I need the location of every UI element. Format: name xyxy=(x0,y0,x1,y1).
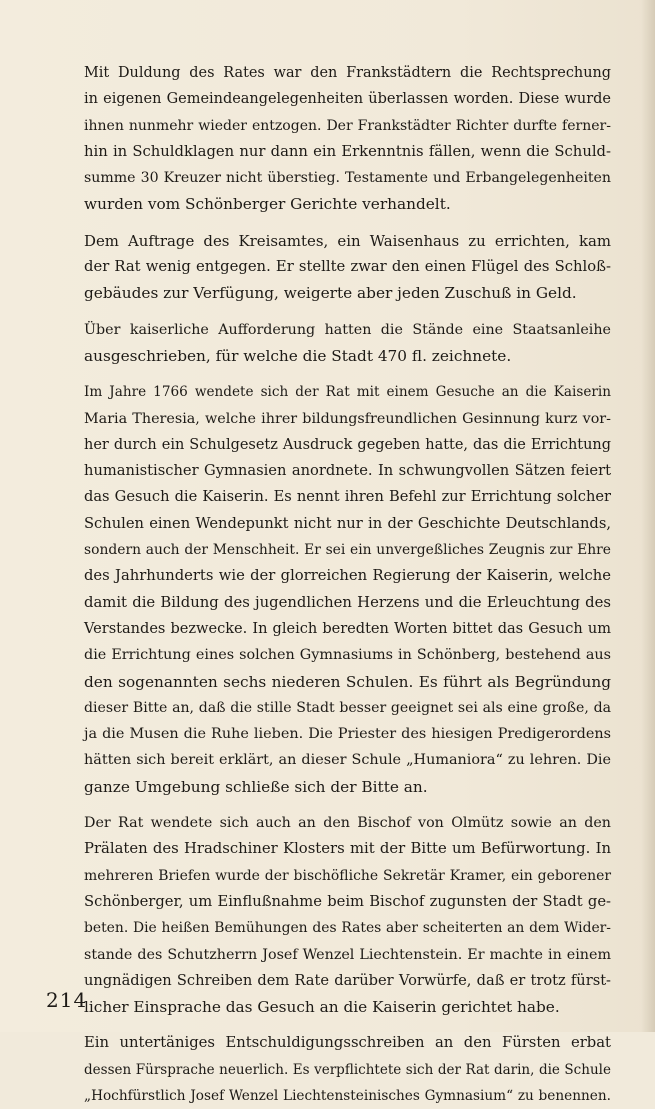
text-line: Prälaten des Hradschiner Klosters mit der Bitte um Befürwortung. In xyxy=(84,840,611,858)
paragraph-6 xyxy=(54,1030,611,1109)
text-line: Verstandes bezwecke. In gleich beredten Worten bittet das Gesuch um xyxy=(84,620,611,637)
text-line: Über kaiserliche Aufforderung hatten die Stände eine Staatsanleihe xyxy=(84,321,611,338)
text-line: in eigenen Gemeindeangelegenheiten überlassen worden. Diese wurde xyxy=(84,91,611,108)
paragraph-4 xyxy=(54,379,611,800)
text-line: ausgeschrieben, für welche die Stadt 470 fl. zeichnete. xyxy=(84,346,512,365)
text-line: Schulen einen Wendepunkt nicht nur in der Geschichte Deutschlands, xyxy=(84,514,611,532)
text-line: „Hochfürstlich Josef Wenzel Liechtensteinisches Gymnasium“ zu benennen. xyxy=(84,1087,611,1104)
paragraph-1 xyxy=(54,60,611,218)
text-line: dessen Fürsprache neuerlich. Es verpflichtete sich der Rat darin, die Schule xyxy=(84,1061,611,1078)
text-line: humanistischer Gymnasien anordnete. In schwungvollen Sätzen feiert xyxy=(84,462,611,480)
text-line: sondern auch der Menschheit. Er sei ein unvergeßliches Zeugnis zur Ehre xyxy=(84,542,611,559)
page-number: 214 xyxy=(46,988,88,1012)
text-line: die Errichtung eines solchen Gymnasiums in Schönberg, bestehend aus xyxy=(84,647,611,664)
text-line: Mit Duldung des Rates war den Frankstädtern die Rechtsprechung xyxy=(84,65,611,81)
text-line: Dem Auftrage des Kreisamtes, ein Waisenhaus zu errichten, kam xyxy=(84,231,611,250)
text-line: licher Einsprache das Gesuch an die Kaiserin gerichtet habe. xyxy=(84,998,560,1017)
text-line: ja die Musen die Ruhe lieben. Die Priester des hiesigen Predigerordens xyxy=(84,726,611,743)
text-line: damit die Bildung des jugendlichen Herzens und die Erleuchtung des xyxy=(84,593,611,611)
text-line: Schönberger, um Einflußnahme beim Bischof zugunsten der Stadt ge- xyxy=(84,892,611,910)
text-line: Maria Theresia, welche ihrer bildungsfreundlichen Gesinnung kurz vor- xyxy=(84,410,611,427)
text-line: Der Rat wendete sich auch an den Bischof von Olmütz sowie an den xyxy=(84,815,611,832)
text-line: das Gesuch die Kaiserin. Es nennt ihren Befehl zur Errichtung solcher xyxy=(84,488,611,506)
text-line: gebäudes zur Verfügung, weigerte aber jeden Zuschuß in Geld. xyxy=(84,284,577,303)
text-line: hin in Schuldklagen nur dann ein Erkenntnis fällen, wenn die Schuld- xyxy=(84,142,611,160)
text-line: her durch ein Schulgesetz Ausdruck gegeben hatte, das die Errichtung xyxy=(84,436,611,453)
paragraph-2 xyxy=(54,228,611,307)
text-line: stande des Schutzherrn Josef Wenzel Liechtenstein. Er machte in einem xyxy=(84,946,611,963)
text-line: hätten sich bereit erklärt, an dieser Schule „Humaniora“ zu lehren. Die xyxy=(84,752,611,769)
text-line: mehreren Briefen wurde der bischöfliche Sekretär Kramer, ein geborener xyxy=(84,867,611,884)
text-line: des Jahrhunderts wie der glorreichen Regierung der Kaiserin, welche xyxy=(84,567,611,585)
text-line: beten. Die heißen Bemühungen des Rates aber scheiterten an dem Wider- xyxy=(84,920,611,937)
text-line: dieser Bitte an, daß die stille Stadt besser geeignet sei als eine große, da xyxy=(84,699,611,716)
text-line: Im Jahre 1766 wendete sich der Rat mit einem Gesuche an die Kaiserin xyxy=(84,384,611,401)
paragraph-5 xyxy=(54,810,611,1020)
text-line: ihnen nunmehr wieder entzogen. Der Frankstädter Richter durfte ferner- xyxy=(84,117,611,134)
text-line: Ein untertäniges Entschuldigungsschreiben an den Fürsten erbat xyxy=(84,1034,611,1052)
text-line: der Rat wenig entgegen. Er stellte zwar den einen Flügel des Schloß- xyxy=(84,258,611,276)
text-line: summe 30 Kreuzer nicht überstieg. Testamente und Erbangelegenheiten xyxy=(84,170,611,187)
paragraph-3 xyxy=(54,317,611,370)
text-line: ganze Umgebung schließe sich der Bitte an. xyxy=(84,777,428,796)
text-line: ungnädigen Schreiben dem Rate darüber Vorwürfe, daß er trotz fürst- xyxy=(84,971,611,989)
text-line: den sogenannten sechs niederen Schulen. Es führt als Begründung xyxy=(84,672,611,691)
body-text xyxy=(54,60,611,1109)
text-line: wurden vom Schönberger Gerichte verhandelt. xyxy=(84,195,451,214)
